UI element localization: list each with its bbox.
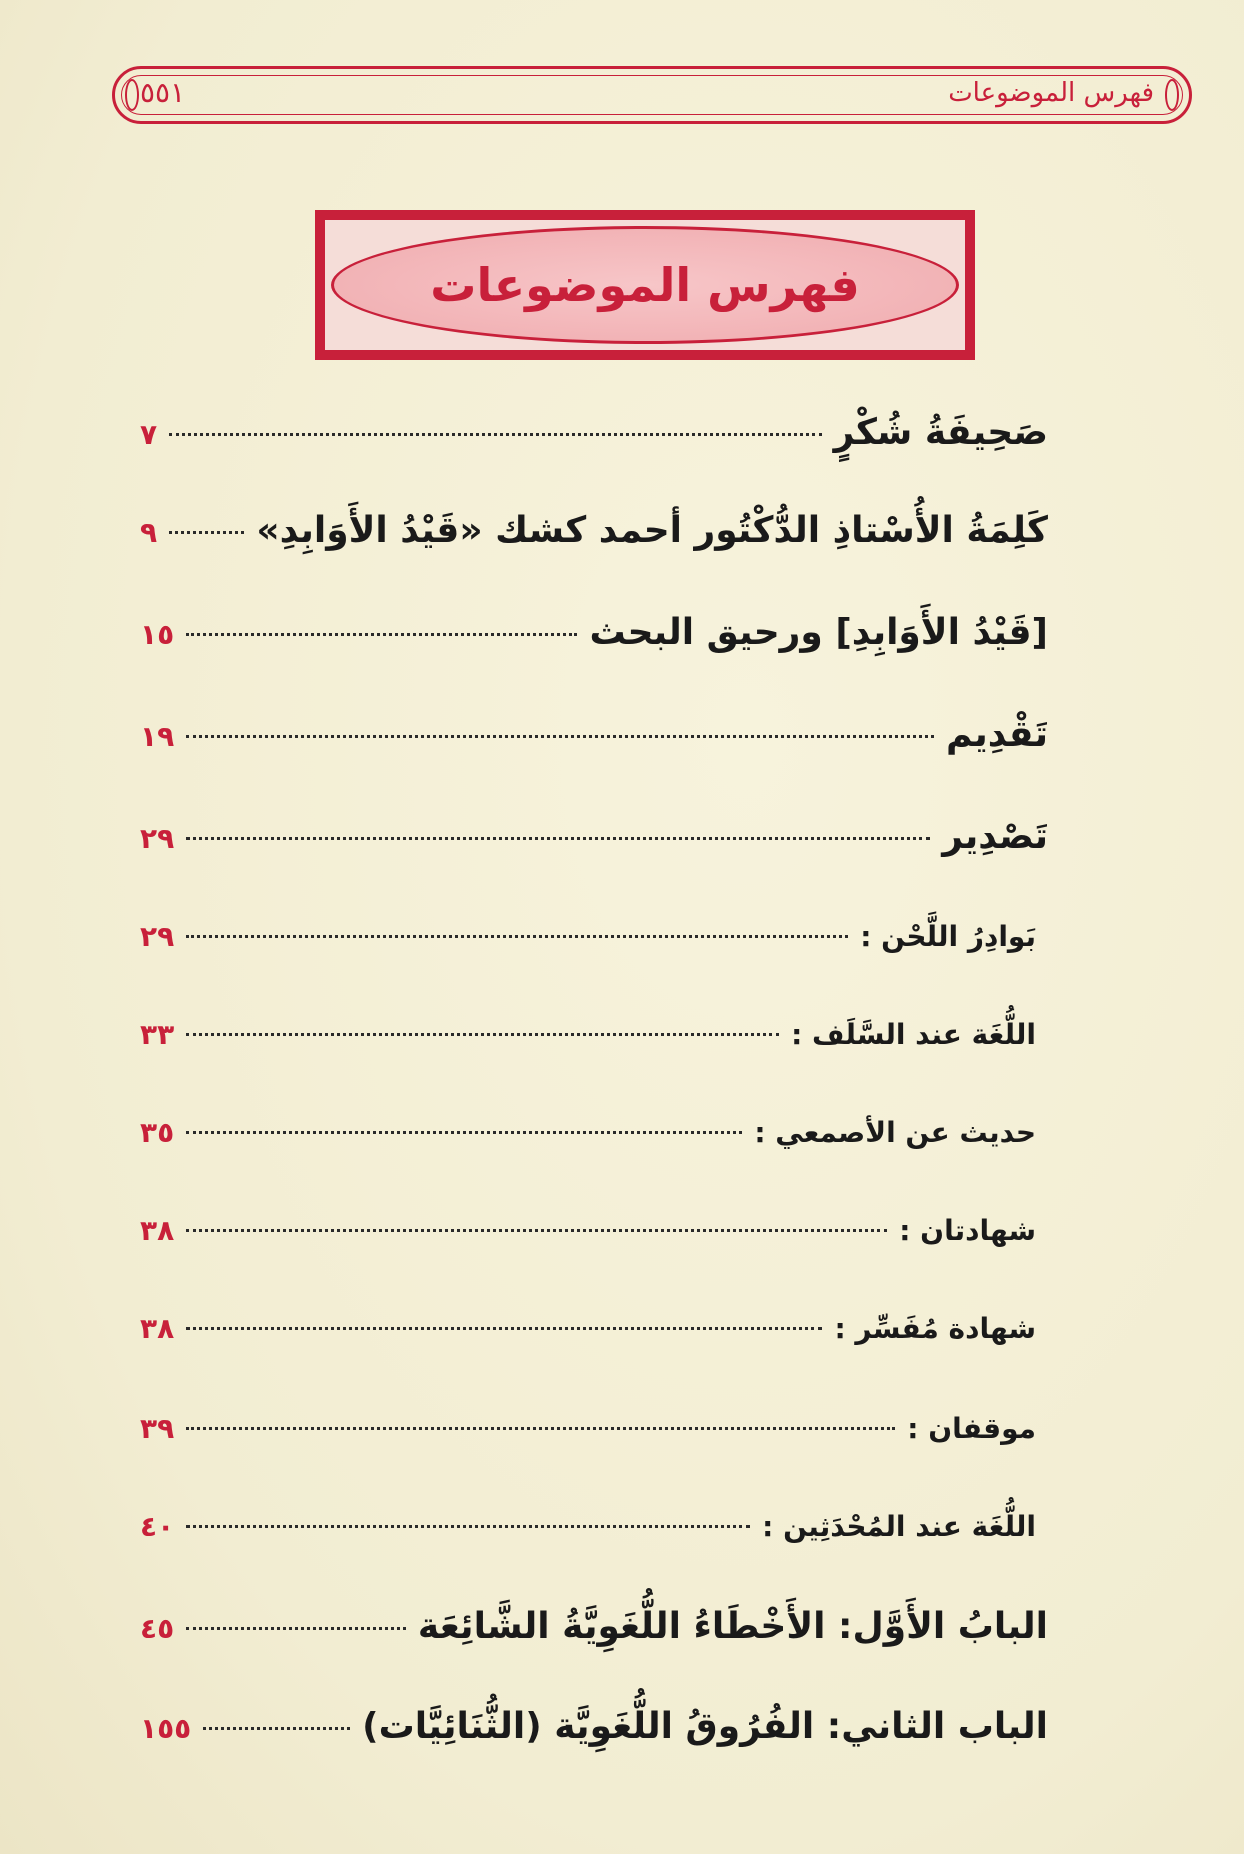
toc-entry-title: شهادتان : bbox=[899, 1214, 1036, 1247]
dot-leader bbox=[186, 1033, 779, 1036]
toc-entry-title: اللُّغَة عند المُحْدَثِين : bbox=[762, 1510, 1036, 1543]
toc-entry[interactable] bbox=[140, 816, 1048, 876]
toc-entry-page: ١٩ bbox=[140, 720, 175, 753]
toc-subentry[interactable] bbox=[140, 920, 1036, 980]
dot-leader bbox=[186, 935, 848, 938]
dot-leader bbox=[186, 837, 930, 840]
toc-entry-title: كَلِمَةُ الأُسْتاذِ الدُّكْتُور أحمد كشك «قَيْدُ الأَوَابِدِ» bbox=[256, 510, 1048, 551]
toc-entry-title: [قَيْدُ الأَوَابِدِ] ورحيق البحث bbox=[589, 612, 1048, 653]
dot-leader bbox=[169, 433, 821, 436]
dot-leader bbox=[186, 633, 577, 636]
toc-subentry[interactable] bbox=[140, 1510, 1036, 1570]
toc-entry[interactable] bbox=[140, 612, 1048, 672]
toc-entry[interactable] bbox=[140, 714, 1048, 774]
toc-entry-title: الباب الثاني: الفُرُوقُ اللُّغَوِيَّة (الثُّنَائِيَّات) bbox=[362, 1706, 1048, 1747]
toc-entry-title: حديث عن الأصمعي : bbox=[754, 1116, 1036, 1149]
toc-entry-page: ٧ bbox=[140, 418, 158, 451]
toc-subentry[interactable] bbox=[140, 1412, 1036, 1472]
toc-entry-title: اللُّغَة عند السَّلَف : bbox=[791, 1018, 1036, 1051]
toc-subentry[interactable] bbox=[140, 1018, 1036, 1078]
toc-entry-page: ٣٨ bbox=[140, 1312, 175, 1345]
dot-leader bbox=[186, 1327, 822, 1330]
toc-subentry[interactable] bbox=[140, 1116, 1036, 1176]
toc-entry-page: ٤٥ bbox=[140, 1612, 175, 1645]
header-running-title: فهرس الموضوعات bbox=[948, 78, 1154, 108]
dot-leader bbox=[186, 1627, 406, 1630]
toc-entry-title: شهادة مُفَسِّر : bbox=[834, 1312, 1036, 1345]
page-title: فهرس الموضوعات bbox=[430, 258, 860, 312]
toc-entry-title: تَقْدِيم bbox=[946, 714, 1048, 755]
dot-leader bbox=[203, 1727, 350, 1730]
toc-entry[interactable] bbox=[140, 510, 1048, 570]
toc-entry[interactable] bbox=[140, 412, 1048, 472]
toc-entry[interactable] bbox=[140, 1706, 1048, 1766]
toc-entry-page: ٣٥ bbox=[140, 1116, 175, 1149]
toc-subentry[interactable] bbox=[140, 1214, 1036, 1274]
toc-entry-page: ٢٩ bbox=[140, 822, 175, 855]
dot-leader bbox=[186, 1525, 750, 1528]
dot-leader bbox=[186, 1131, 742, 1134]
toc-entry[interactable] bbox=[140, 1606, 1048, 1666]
toc-entry-page: ١٥٥ bbox=[140, 1712, 192, 1745]
toc-subentry[interactable] bbox=[140, 1312, 1036, 1372]
toc-entry-page: ٣٩ bbox=[140, 1412, 175, 1445]
toc-entry-title: البابُ الأَوَّل: الأَخْطَاءُ اللُّغَوِيَّةُ الشَّائِعَة bbox=[417, 1606, 1048, 1647]
toc-entry-page: ١٥ bbox=[140, 618, 175, 651]
dot-leader bbox=[186, 735, 934, 738]
toc-entry-page: ٤٠ bbox=[140, 1510, 175, 1543]
toc-entry-page: ٩ bbox=[140, 516, 158, 549]
toc-entry-title: صَحِيفَةُ شُكْرٍ bbox=[833, 412, 1048, 453]
toc-entry-page: ٣٨ bbox=[140, 1214, 175, 1247]
dot-leader bbox=[186, 1229, 887, 1232]
toc-entry-page: ٣٣ bbox=[140, 1018, 175, 1051]
toc-entry-page: ٢٩ bbox=[140, 920, 175, 953]
dot-leader bbox=[186, 1427, 895, 1430]
dot-leader bbox=[169, 531, 244, 534]
header-page-number: ٥٥١ bbox=[140, 76, 186, 109]
toc-entry-title: موقفان : bbox=[907, 1412, 1036, 1445]
toc-entry-title: تَصْدِير bbox=[942, 816, 1048, 857]
toc-entry-title: بَوادِرُ اللَّحْن : bbox=[860, 920, 1036, 953]
